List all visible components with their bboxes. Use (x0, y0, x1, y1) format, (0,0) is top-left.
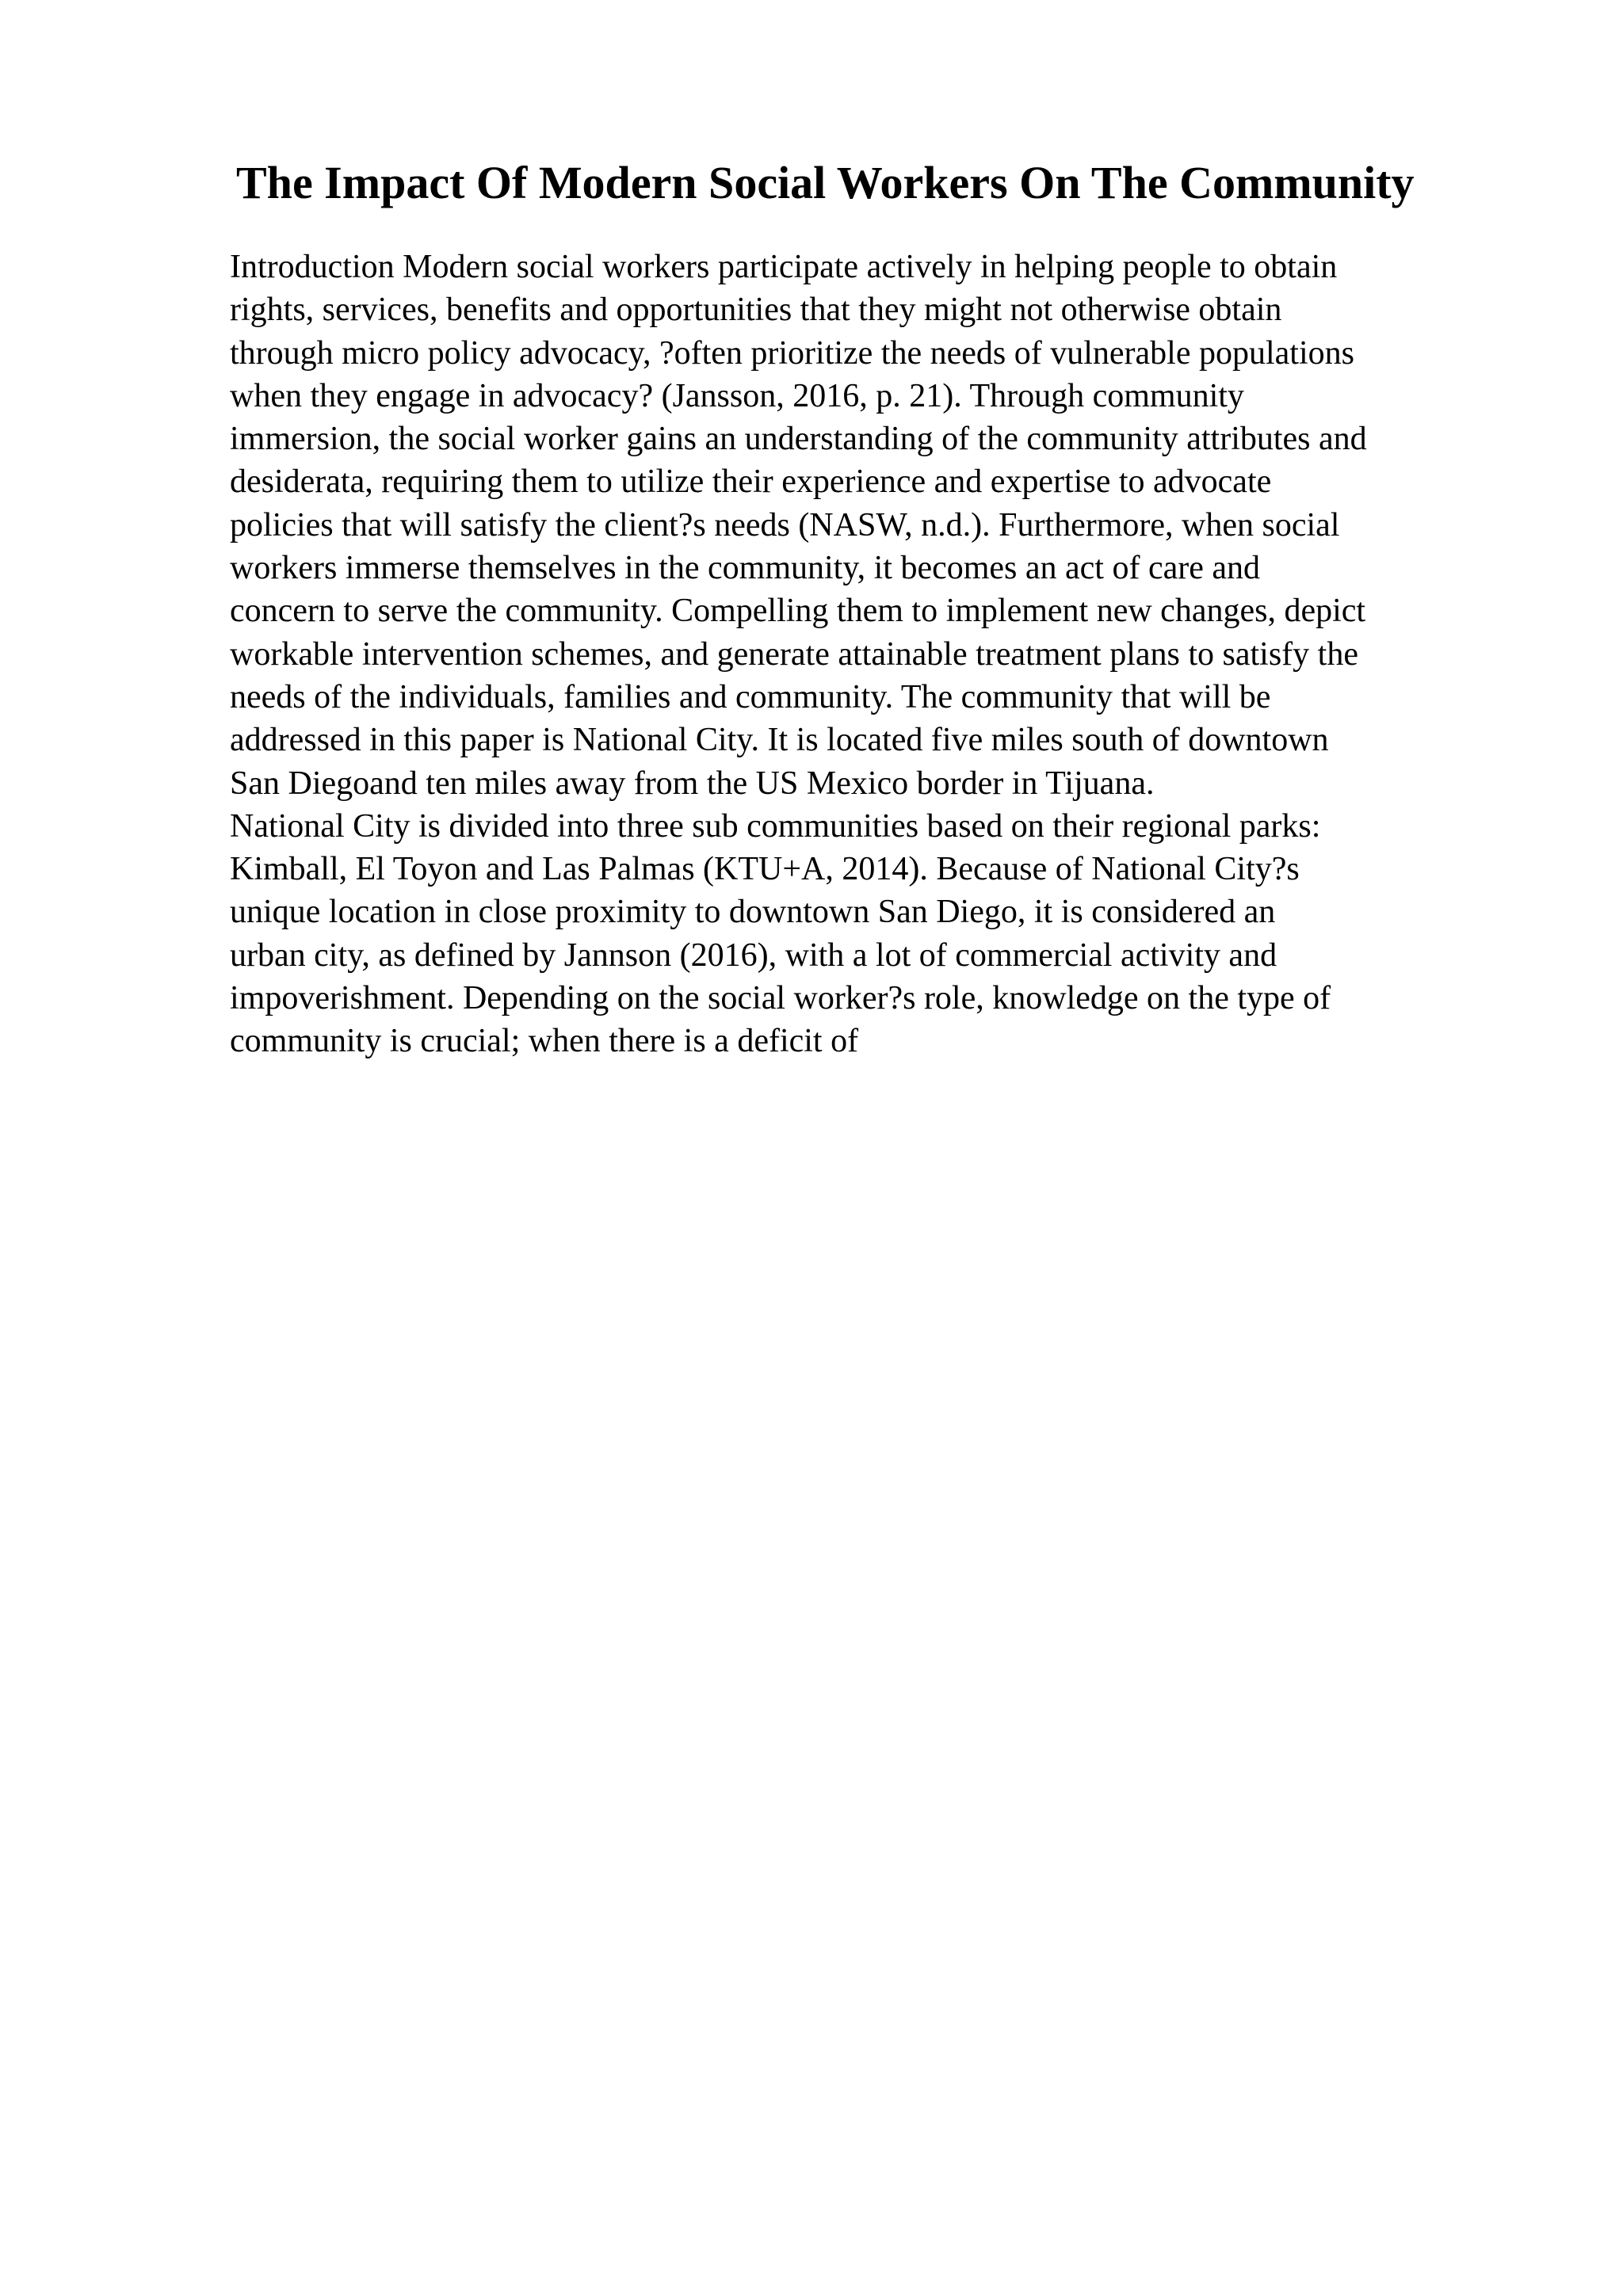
body-line: San Diegoand ten miles away from the US Mexico border in Tijuana. (230, 765, 1155, 802)
body-line: policies that will satisfy the client?s needs (NASW, n.d.). Furthermore, when social (230, 506, 1340, 543)
body-line: impoverishment. Depending on the social worker?s role, knowledge on the type of (230, 980, 1331, 1017)
document-title: The Impact Of Modern Social Workers On The Community (236, 157, 1415, 208)
body-line: when they engage in advocacy? (Jansson, 2016, p. 21). Through community (230, 377, 1244, 414)
body-line: through micro policy advocacy, ?often prioritize the needs of vulnerable populations (230, 334, 1354, 372)
body-line: unique location in close proximity to downtown San Diego, it is considered an (230, 894, 1276, 931)
body-line: urban city, as defined by Jannson (2016), with a lot of commercial activity and (230, 936, 1277, 974)
body-line: community is crucial; when there is a deficit of (230, 1023, 859, 1060)
body-line: National City is divided into three sub communities based on their regional parks: (230, 807, 1321, 845)
body-line: rights, services, benefits and opportunities that they might not otherwise obtain (230, 292, 1282, 329)
body-line: desiderata, requiring them to utilize their experience and expertise to advocate (230, 463, 1272, 501)
body-line: addressed in this paper is National City. It is located five miles south of downtown (230, 722, 1329, 759)
body-line: Introduction Modern social workers participate actively in helping people to obtain (230, 249, 1338, 285)
body-line: concern to serve the community. Compelling them to implement new changes, depict (230, 593, 1366, 630)
body-line: needs of the individuals, families and community. The community that will be (230, 678, 1271, 715)
body-line: immersion, the social worker gains an understanding of the community attributes and (230, 421, 1367, 458)
body-line: workable intervention schemes, and generate attainable treatment plans to satisfy the (230, 635, 1358, 673)
document-body (230, 246, 1529, 1063)
body-line: workers immerse themselves in the community, it becomes an act of care and (230, 550, 1261, 587)
body-line: Kimball, El Toyon and Las Palmas (KTU+A, 2014). Because of National City?s (230, 851, 1300, 888)
